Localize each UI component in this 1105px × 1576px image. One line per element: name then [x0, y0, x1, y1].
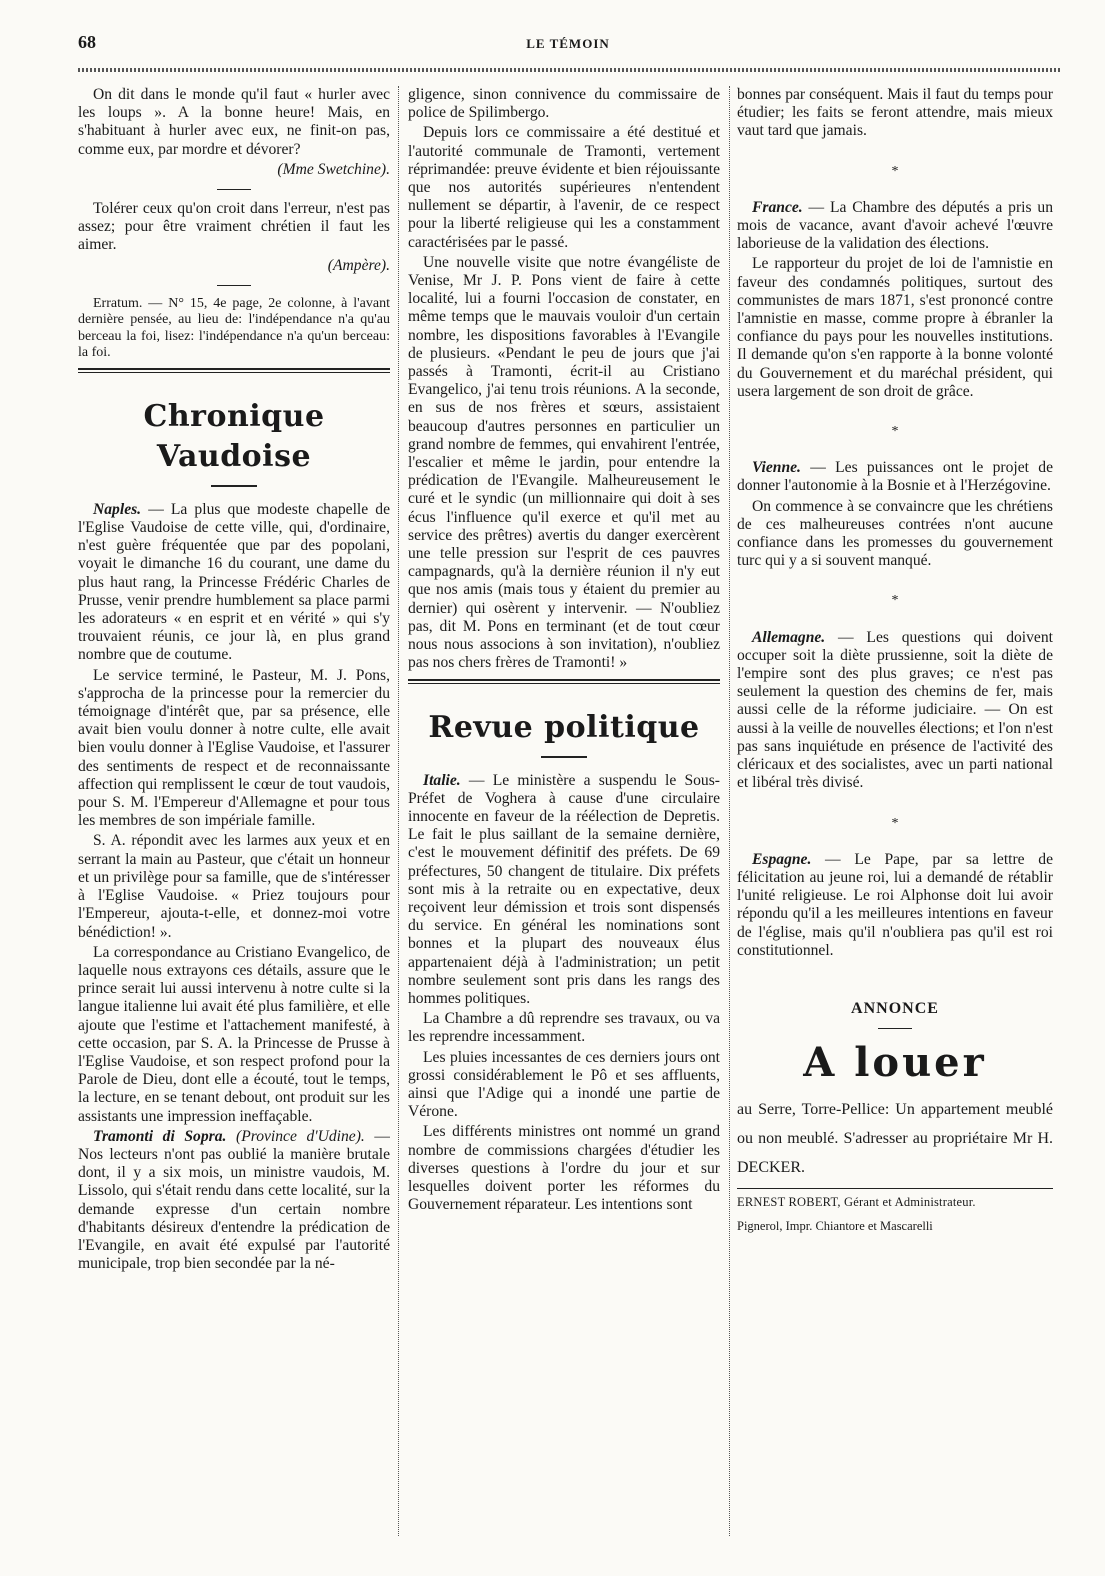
column-1 — [78, 86, 390, 1546]
allemagne-lead: Allemagne. — [752, 628, 826, 646]
tramonti-paragraph-3: Une nouvelle visite que notre évangéliste de Venise, Mr J. P. Pons vient de faire à cette localité, lui a fourni l'occasion de constater, en même temps que le mauvais vouloir d'un certain nombre, les dispositions favorables à l'Evangile de plusieurs. «Pendant le peu de jours que j'ai passés à Tramonti, écrit-il au Cristiano Evangelico, j'ai tenu trois réunions. A la seconde, en sus de nos frères et sœurs, assistaient beaucoup d'autres personnes en particulier un grand nombre de femmes, qui envahirent l'entrée, l'escalier et même le jardin, pour entendre la prédication de l'Evangile. Malheureusement le curé et le syndic (un millionnaire qui doit à ses écus l'influence qu'il exerce et qu'il met au service des prêtres) avertis du danger exercèrent une telle pression sur l'esprit de ces pauvres campagnards, qu'à la dernière réunion il n'y eut que nos amis (mais tous y étaient du premier au dernier) qui osèrent y intervenir. — N'oubliez pas, dit M. Pons en terminant (et de tout cœur nous nous associons à son invitation), n'oubliez pas nos chers frères de Tramonti! » — [408, 253, 720, 672]
france-lead: France. — [752, 198, 803, 216]
section-rule-thin — [408, 683, 720, 684]
allemagne-paragraph-1: Allemagne. — Les questions qui doivent occuper soit la diète prussienne, soit la diète de l'empire sont des plus graves; ce n'est pas seulement la question des chemins de fer, mais aussi celle de la réforme judiciaire. — On est aussi à la veille de nouvelles élections; et l'on n'est pas sans inquiétude en présence de l'activité des cléricaux et des socialistes, avec un parti national et libéral très divisé. — [737, 628, 1053, 792]
france-paragraph-1: France. — La Chambre des députés a pris un mois de vacance, avant d'avoir achevé l'œuvre laborieuse de la validation des élections. — [737, 198, 1053, 253]
vienne-paragraph-2: On commence à se convaincre que les chrétiens de ces malheureuses contrées n'ont aucune confiance dans les promesses du gouvernement turc qui y a si souvent manqué. — [737, 497, 1053, 570]
column-2 — [408, 86, 720, 1546]
vienne-paragraph-1: Vienne. — Les puissances ont le projet de donner l'autonomie à la Bosnie et à l'Herzégovine. — [737, 459, 1053, 495]
section-title-revue: Revue politique — [428, 709, 700, 745]
italie-paragraph-2: La Chambre a dû reprendre ses travaux, ou va les reprendre incessamment. — [408, 1010, 720, 1046]
quote-1: On dit dans le monde qu'il faut « hurler avec les loups ». A la bonne heure! Mais, en s'habituant à hurler avec eux, ne finit-on pas, comme eux, par mordre et dévorer? — [78, 86, 390, 158]
italie-lead: Italie. — [423, 771, 461, 789]
quote-1-attribution: (Mme Swetchine). — [277, 160, 390, 178]
tramonti-paragraph-1: Tramonti di Sopra. (Province d'Udine). — Nos lecteurs n'ont pas oublié la manière brutale dont, il y a six mois, un ministre vaudois, M. Lissolo, qui s'était rendu dans cette localité, sur la demande expresse d'un certain nombre d'habitants désireux d'entendre la prédication de l'Evangile, en avait été expulsé par l'autorité municipale, trop bien secondée par la né- — [78, 1127, 390, 1273]
italie-paragraph-4: Les différents ministres ont nommé un grand nombre de commissions chargées d'étudier les diverses questions à l'ordre du jour et sur lesquelles doivent porter les réformes du Gouvernement réparateur. Les intentions sont — [408, 1123, 720, 1214]
espagne-lead: Espagne. — [752, 850, 812, 868]
quote-2: Tolérer ceux qu'on croit dans l'erreur, n'est pas assez; pour être vraiment chrétien il faut les aimer. — [78, 200, 390, 254]
naples-lead: Naples. — [93, 500, 142, 518]
title-underline — [541, 756, 587, 758]
page-number: 68 — [78, 32, 96, 52]
naples-paragraph-3: S. A. répondit avec les larmes aux yeux et en serrant la main au Pasteur, que c'était un honneur et un privilège pour sa famille, que de s'intéresser à l'Eglise Vaudoise. « Priez toujours pour l'Empereur, ajouta-t-elle, et donnez-moi votre bénédiction! ». — [78, 832, 390, 941]
italie-paragraph-1: Italie. — Le ministère a suspendu le Sous-Préfet de Voghera à cause d'une circulaire innocente en faveur de la réélection de Depretis. Le fait le plus saillant de la semaine dernière, c'est le mouvement définitif des préfets. De 69 préfectures, 50 changent de titulaire. Dix préfets sont mis à la retraite ou en expectative, deux reçoivent leur démission et trois sont dispensés du service. En général les nominations sont bonnes et la plupart des nouveaux élus appartenaient déjà à l'administration; un petit nombre seulement sont pris dans les rangs des hommes politiques. — [408, 771, 720, 1007]
column-divider-2 — [729, 86, 730, 1536]
tramonti-lead: Tramonti di Sopra. — [93, 1127, 227, 1145]
printer-line: Pignerol, Impr. Chiantore et Mascarelli — [737, 1219, 933, 1234]
separator — [878, 1028, 912, 1029]
naples-paragraph-4: La correspondance au Cristiano Evangelico, de laquelle nous extrayons ces détails, assure que le prince serait lui aussi intervenu à notre culte si la langue italienne lui avait été plus familière, et elle ajoute que l'estime et l'attachement manifesté, à cette occasion, par S. A. la Princesse de Prusse à l'Eglise Vaudoise, et son respect profond pour la Parole de Dieu, dont elle a écouté, tout le temps, la lecture, en se tenant debout, ont produit sur les assistants une impression ineffaçable. — [78, 943, 390, 1125]
separator — [217, 189, 251, 190]
section-title-chronique: Chronique Vaudoise — [143, 398, 325, 474]
quote-2-attribution: (Ampère). — [327, 256, 390, 274]
france-paragraph-2: Le rapporteur du projet de loi de l'amnistie en faveur des condamnés politiques, surtout des communistes de mars 1871, s'est prononcé contre l'amnistie en masse, comme propre à ébranler la confiance du pays pour les nouvelles institutions. Il demande qu'on s'en rapporte à la bonne volonté du Gouvernement et du maréchal président, qui usera largement de son droit de grâce. — [737, 255, 1053, 400]
column-3 — [737, 86, 1053, 1546]
espagne-paragraph-1: Espagne. — Le Pape, par sa lettre de félicitation au jeune roi, lui a demandé de rétablir l'unité religieuse. Le roi Alphonse doit lui avoir répondu qu'il a les meilleures intentions en faveur de l'église, mais qu'il n'oubliera pas qu'il est roi constitutionnel. — [737, 850, 1053, 959]
column-divider-1 — [398, 86, 399, 1536]
section-rule-thin — [78, 372, 390, 373]
running-title: LE TÉMOIN — [526, 36, 610, 51]
page-header — [78, 32, 1058, 58]
annonce-heading: ANNONCE — [851, 999, 939, 1017]
section-rule — [78, 368, 390, 370]
gerant-line: ERNEST ROBERT, Gérant et Administrateur. — [737, 1188, 1053, 1211]
annonce-text: au Serre, Torre-Pellice: Un appartement meublé ou non meublé. S'adresser au propriétaire Mr H. DECKER. — [737, 1101, 1053, 1177]
star-separator: * — [891, 593, 899, 609]
section-rule — [408, 679, 720, 681]
vienne-lead: Vienne. — [752, 459, 801, 477]
header-wavy-rule — [78, 68, 1060, 72]
italie-paragraph-3: Les pluies incessantes de ces derniers jours ont grossi considérablement le Pô et ses affluents, ainsi que l'Adige qui a inondé une partie de Vérone. — [408, 1048, 720, 1121]
star-separator: * — [891, 424, 899, 440]
title-underline — [211, 485, 257, 487]
star-separator: * — [891, 815, 899, 831]
a-louer-title: A louer — [803, 1039, 987, 1087]
tramonti-paragraph-2: Depuis lors ce commissaire a été destitué et l'autorité communale de Tramonti, vertement réprimandée: preuve évidente et bien réjouissante que nos autorités supérieures n'entendent nullement se départir, à l'avenir, de ce respect pour la liberté religieuse qui les a constamment caractérisées par le passé. — [408, 124, 720, 251]
separator — [217, 285, 251, 286]
italie-continuation: bonnes par conséquent. Mais il faut du temps pour étudier; les faits se feront attendre, mais mieux vaut tard que jamais. — [737, 86, 1053, 140]
naples-paragraph-1: Naples. — La plus que modeste chapelle de l'Eglise Vaudoise de cette ville, qui, d'ordinaire, n'est guère fréquentée que par des popolani, voyait le dimanche 16 du courant, une dame du plus haut rang, la Princesse Frédéric Charles de Prusse, venir prendre humblement sa place parmi les adorateurs « en esprit et en vérité » qui s'y trouvaient réunis, ce jour là, en plus grand nombre que de coutume. — [78, 500, 390, 664]
erratum: Erratum. — N° 15, 4e page, 2e colonne, à l'avant dernière pensée, au lieu de: l'indépendance n'a qu'au berceau la foi, lisez: l'indépendance n'a qu'un berceau: la foi. — [78, 295, 390, 361]
tramonti-continuation: gligence, sinon connivence du commissaire de police de Spilimbergo. — [408, 86, 720, 122]
star-separator: * — [891, 163, 899, 179]
naples-paragraph-2: Le service terminé, le Pasteur, M. J. Pons, s'approcha de la princesse pour la remercier du témoignage d'intérêt que, par sa présence, elle avait bien voulu donner à notre culte, elle avait bien voulu donner à l'Eglise Vaudoise, et l'assurer des sentiments de respect et de reconnaissante affection qui remplissent le cœur de tout vaudois, pour S. M. l'Empereur d'Allemagne et pour tous les membres de son impériale famille. — [78, 666, 390, 830]
tramonti-place: (Province d'Udine). — [236, 1127, 365, 1145]
